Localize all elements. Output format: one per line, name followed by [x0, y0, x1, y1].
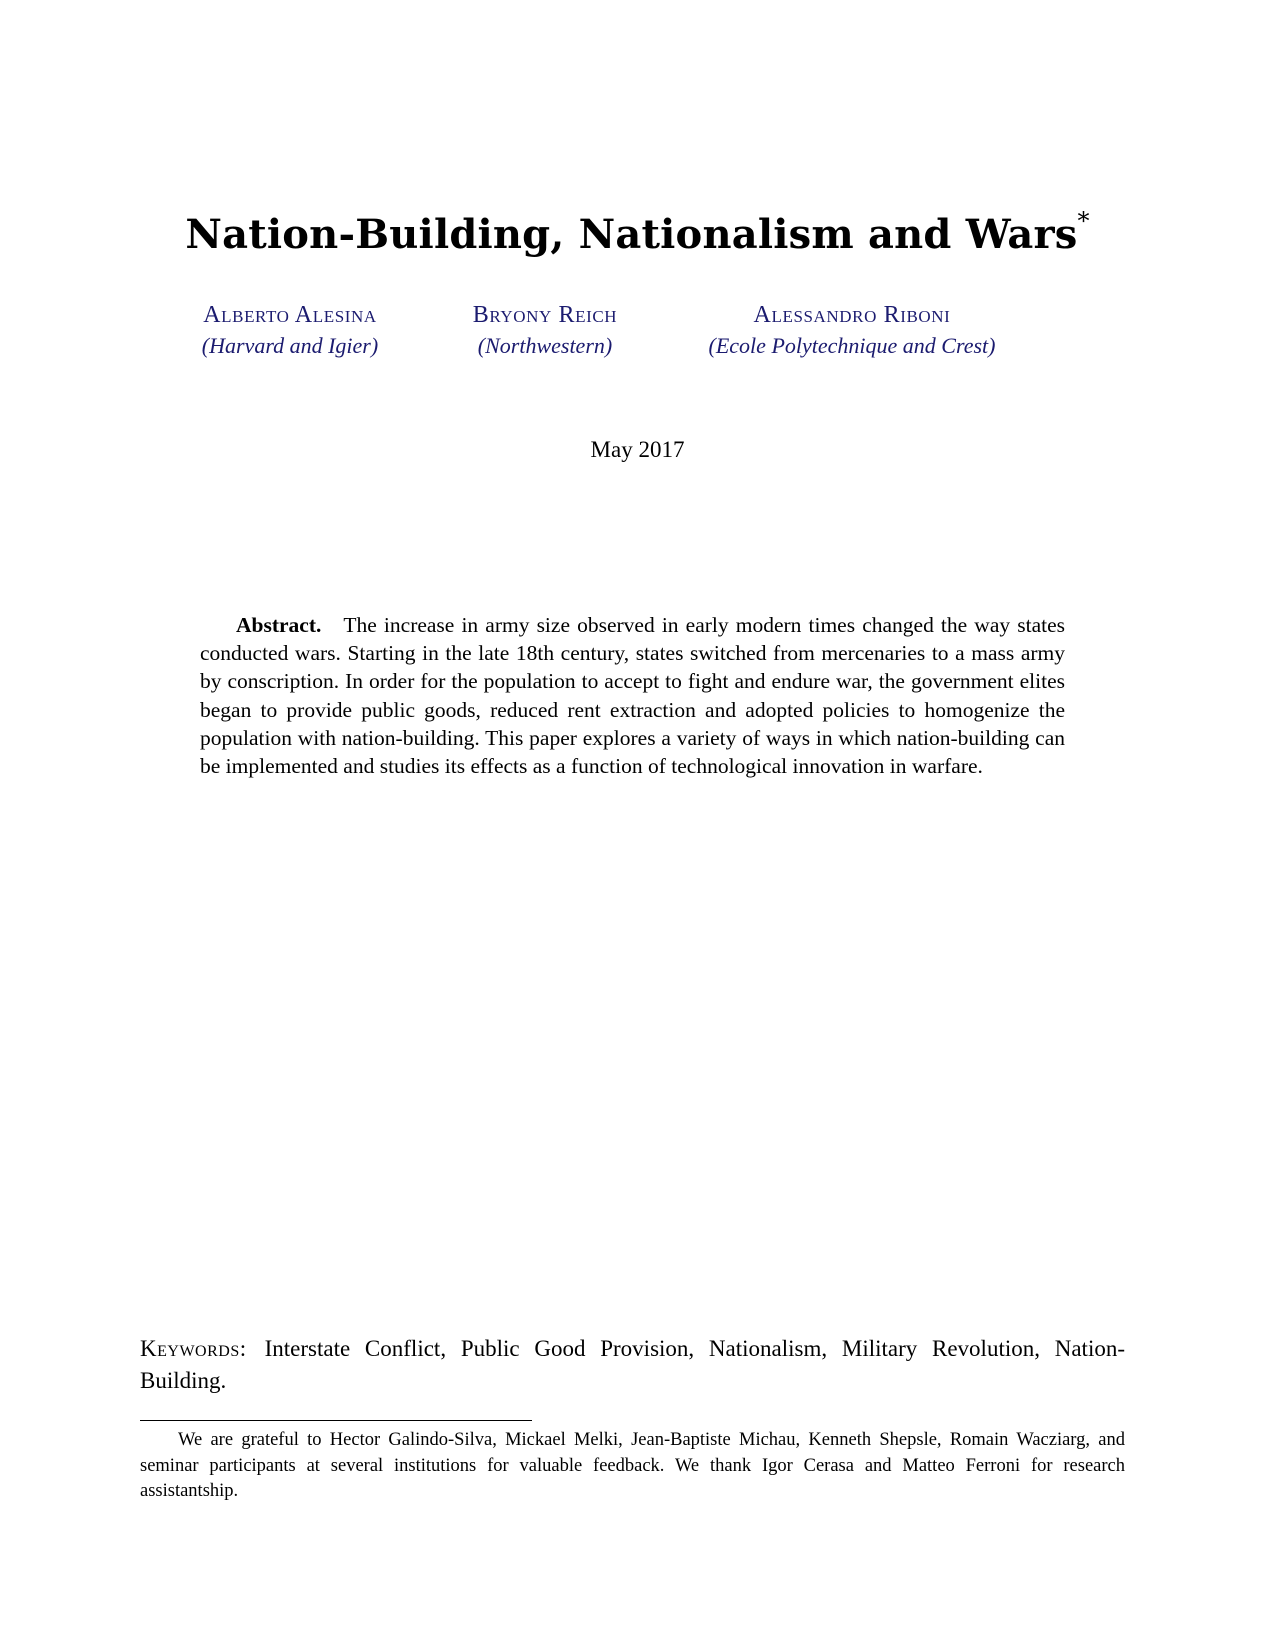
author-block [682, 300, 1022, 362]
title-footnote-marker[interactable]: * [1077, 207, 1090, 236]
publication-date: May 2017 [590, 437, 685, 462]
author-affiliation: (Ecole Polytechnique and Crest) [708, 333, 996, 358]
footnote-divider [140, 1420, 532, 1421]
paper-title [0, 207, 1275, 258]
keywords-text: Interstate Conflict, Public Good Provision, Nationalism, Military Revolution, Nation-Building. [140, 1336, 1125, 1393]
keywords [140, 1333, 1125, 1397]
footnote: We are grateful to Hector Galindo-Silva, Mickael Melki, Jean-Baptiste Michau, Kenneth Shepsle, Romain Wacziarg, and seminar participants at several institutions for valuable feedback. We thank Igor Cerasa and Matteo Ferroni for research assistantship. [140, 1430, 1125, 1501]
abstract [200, 611, 1065, 780]
keywords-label: Keywords: [140, 1336, 247, 1361]
author-affiliation: (Northwestern) [477, 333, 613, 358]
author-block [450, 300, 640, 362]
abstract-text: The increase in army size observed in early modern times changed the way states conducted wars. Starting in the late 18th century, states switched from mercenaries to a mass army by conscription. In order for the population to accept to fight and endure war, the government elites began to provide public goods, reduced rent extraction and adopted policies to homogenize the population with nation-building. This paper explores a variety of ways in which nation-building can be implemented and studies its effects as a function of technological innovation in warfare. [200, 613, 1065, 779]
title-text: Nation-Building, Nationalism and Wars [185, 210, 1078, 258]
author-name: Alessandro Riboni [753, 302, 951, 328]
author-affiliation: (Harvard and Igier) [201, 333, 379, 358]
author-name: Bryony Reich [472, 302, 618, 328]
author-block [180, 300, 400, 362]
abstract-label: Abstract. [236, 613, 322, 637]
author-name: Alberto Alesina [203, 302, 377, 328]
